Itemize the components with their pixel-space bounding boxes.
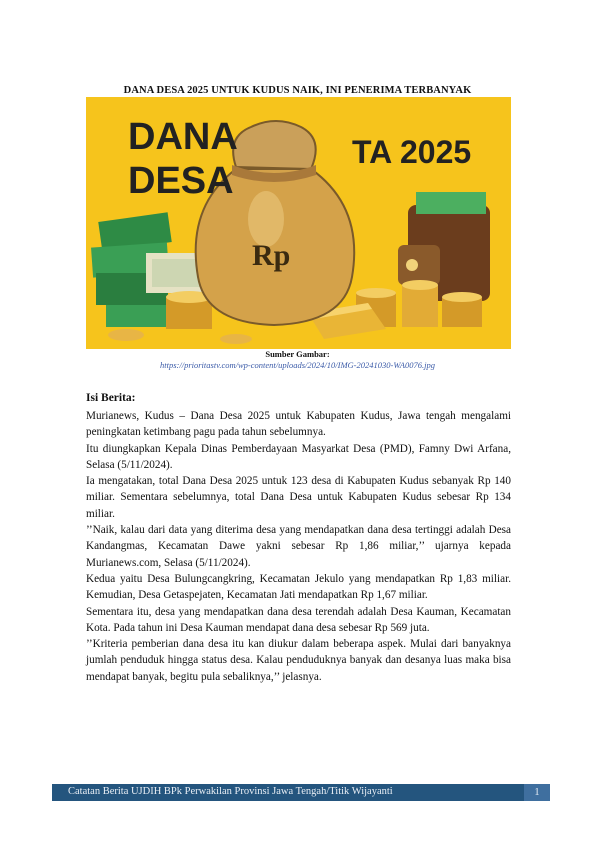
section-heading: Isi Berita:	[86, 392, 136, 404]
image-text-desa: DESA	[128, 160, 234, 202]
paragraph: Itu diungkapkan Kepala Dinas Pemberdayaan Masyarkat Desa (PMD), Famny Dwi Arfana, Selasa (5/11/2024).	[86, 442, 511, 471]
page-footer	[52, 784, 550, 801]
paragraph: Kedua yaitu Desa Bulungcangkring, Kecamatan Jekulo yang mendapatkan Rp 1,83 miliar. Kemudian, Desa Getaspejaten, Kecamatan Jati mendapatkan Rp 1,67 miliar.	[86, 572, 511, 602]
image-text-year: TA 2025	[352, 134, 472, 170]
paragraph: ’’Kriteria pemberian dana desa itu kan diukur dalam beberapa aspek. Mulai dari banyaknya jumlah penduduk hingga status desa. Kalau penduduknya banyak dan desanya luas maka bisa mendapat banyak, begitu pula sebaliknya,’’ jelasnya.	[86, 638, 511, 683]
article-body	[86, 408, 511, 685]
footer-text: Catatan Berita UJDIH BPk Perwakilan Provinsi Jawa Tengah/Titik Wijayanti	[68, 786, 393, 797]
image-bag-label: Rp	[252, 239, 291, 272]
paragraph: Murianews, Kudus – Dana Desa 2025 untuk Kabupaten Kudus, Jawa tengah mengalami peningkatan ketimbang pagu pada tahun sebelumnya.	[86, 410, 511, 439]
image-caption-label: Sumber Gambar:	[265, 349, 330, 359]
paragraph: Sementara itu, desa yang mendapatkan dana desa terendah adalah Desa Kauman, Kecamatan Kota. Pada tahun ini Desa Kauman mendapat dana desa sebesar Rp 569 juta.	[86, 605, 511, 634]
paragraph: ’’Naik, kalau dari data yang diterima desa yang mendapatkan dana desa tertinggi adalah Desa Kandangmas, Kecamatan Dawe yakni sebesar Rp 1,86 miliar,’’ ujarnya kepada Murianews.com, Selasa (5/11/2024).	[86, 524, 511, 569]
hero-image	[86, 97, 511, 349]
article-title: DANA DESA 2025 UNTUK KUDUS NAIK, INI PENERIMA TERBANYAK	[123, 85, 472, 96]
page-number: 1	[524, 784, 550, 801]
image-text-dana: DANA	[128, 116, 238, 158]
paragraph: Ia mengatakan, total Dana Desa 2025 untuk 123 desa di Kabupaten Kudus sebanyak Rp 140 miliar. Sementara sebelumnya, total Dana Desa untuk Kabupaten Kudus sebesar Rp 134 miliar.	[86, 475, 511, 520]
image-source-link[interactable]: https://prioritastv.com/wp-content/uploads/2024/10/IMG-20241030-WA0076.jpg	[159, 360, 435, 370]
